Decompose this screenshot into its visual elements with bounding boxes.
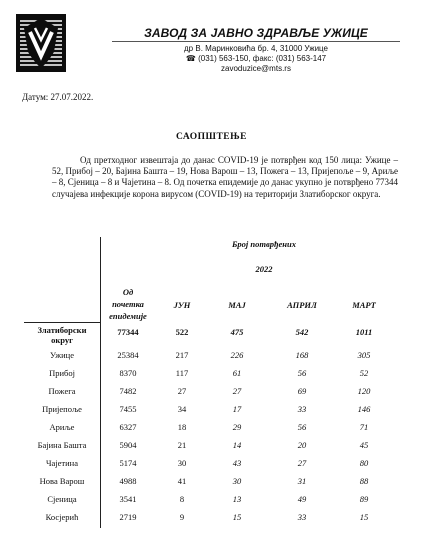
cell-march: 80 <box>359 458 369 468</box>
cell-since-start: 5904 <box>119 440 137 450</box>
cell-jun: 30 <box>177 458 187 468</box>
cell-may: 29 <box>232 422 242 432</box>
org-email: zavoduzice@mts.rs <box>221 64 291 73</box>
cell-march: 89 <box>359 494 369 504</box>
cell-may: 15 <box>232 512 242 522</box>
table-row <box>24 400 400 418</box>
body-paragraph: Од претходног извештаја до данас COVID-19 је потврђен код 150 лица: Ужице – 52, Прибој – 20, Бајина Башта – 19, Нова Варош – 13, Пожега – 13, Пријепоље – 9, Ариље – 8, Сјеница – 8 и Чајетина – 8. Од почетка епидемије до данас укупно је потврђено 77344 случајева инфекције корона вирусом (COVID-19) на територији Златиборског округа. <box>52 155 398 199</box>
cell-april: 56 <box>297 422 307 432</box>
cell-march: 120 <box>357 386 371 396</box>
date-line: Датум: 27.07.2022. <box>22 92 94 102</box>
cell-march: 15 <box>359 512 369 522</box>
row-name: Сјеница <box>47 494 77 504</box>
row-name: Ужице <box>49 350 74 360</box>
cell-march: 52 <box>359 368 369 378</box>
table-row <box>24 508 400 526</box>
cell-jun: 9 <box>179 512 185 522</box>
cell-march: 45 <box>359 440 369 450</box>
cell-jun: 27 <box>177 386 187 396</box>
table-row <box>24 490 400 508</box>
cell-since-start: 8370 <box>119 368 137 378</box>
cell-jun: 41 <box>177 476 187 486</box>
table-year: 2022 <box>255 264 273 274</box>
row-name: Пожега <box>48 386 76 396</box>
table-horizontal-rule <box>24 322 100 323</box>
letterhead-rule <box>112 41 400 42</box>
cell-march: 1011 <box>355 327 373 337</box>
cell-may: 27 <box>232 386 242 396</box>
cell-april: 56 <box>297 368 307 378</box>
document-title: САОПШТЕЊЕ <box>175 132 247 142</box>
row-name: Ариље <box>49 422 75 432</box>
cell-jun: 18 <box>177 422 187 432</box>
table-row <box>24 364 400 382</box>
table-row <box>24 418 400 436</box>
cell-april: 69 <box>297 386 307 396</box>
cell-may: 14 <box>232 440 242 450</box>
cell-may: 43 <box>232 458 242 468</box>
cell-jun: 34 <box>177 404 187 414</box>
cell-may: 13 <box>232 494 242 504</box>
header-month-march: МАРТ <box>352 300 376 310</box>
cell-april: 27 <box>297 458 307 468</box>
cell-may: 30 <box>232 476 242 486</box>
header-month-may: МАЈ <box>228 300 246 310</box>
cases-table <box>24 237 400 528</box>
cell-march: 146 <box>357 404 371 414</box>
cell-march: 88 <box>359 476 369 486</box>
header-month-jun: ЈУН <box>173 300 191 310</box>
cell-march: 305 <box>357 350 371 360</box>
table-row-total <box>24 325 400 347</box>
cell-since-start: 25384 <box>117 350 139 360</box>
cell-since-start: 2719 <box>119 512 137 522</box>
cell-jun: 21 <box>177 440 187 450</box>
table-row <box>24 382 400 400</box>
table-row <box>24 346 400 364</box>
row-name: Пријепоље <box>42 404 82 414</box>
cell-since-start: 77344 <box>117 327 139 337</box>
cell-april: 33 <box>297 404 307 414</box>
cell-april: 49 <box>297 494 307 504</box>
cell-march: 71 <box>359 422 369 432</box>
row-name: Нова Варош <box>39 476 85 486</box>
cell-jun: 117 <box>175 368 189 378</box>
table-row <box>24 436 400 454</box>
row-name: Бајина Башта <box>37 440 87 450</box>
header-since-start: Од почетка епидемије <box>109 287 147 321</box>
cell-april: 20 <box>297 440 307 450</box>
row-name: Прибој <box>49 368 75 378</box>
cell-may: 61 <box>232 368 242 378</box>
cell-may: 226 <box>230 350 244 360</box>
table-caption: Број потврђених <box>232 239 296 249</box>
letterhead <box>106 26 406 74</box>
org-phone: ☎ (031) 563-150, факс: (031) 563-147 <box>185 54 327 63</box>
cell-jun: 217 <box>175 350 189 360</box>
cell-may: 17 <box>232 404 242 414</box>
cell-since-start: 5174 <box>119 458 137 468</box>
row-name: Косјерић <box>45 512 79 522</box>
institute-logo <box>16 14 66 72</box>
cell-jun: 522 <box>175 327 189 337</box>
row-name: Чајетина <box>45 458 79 468</box>
cell-april: 168 <box>295 350 309 360</box>
cell-since-start: 4988 <box>119 476 137 486</box>
table-row <box>24 454 400 472</box>
org-address: др В. Маринковића бр. 4, 31000 Ужице <box>184 44 328 53</box>
row-name: Златиборски округ <box>37 325 87 345</box>
cell-may: 475 <box>230 327 244 337</box>
cell-since-start: 3541 <box>119 494 137 504</box>
cell-april: 542 <box>295 327 309 337</box>
table-row <box>24 472 400 490</box>
cell-since-start: 7482 <box>119 386 137 396</box>
cell-april: 31 <box>297 476 307 486</box>
cell-april: 33 <box>297 512 307 522</box>
header-month-april: АПРИЛ <box>287 300 317 310</box>
cell-jun: 8 <box>179 494 185 504</box>
cell-since-start: 7455 <box>119 404 137 414</box>
cell-since-start: 6327 <box>119 422 137 432</box>
org-name: ЗАВОД ЗА ЈАВНО ЗДРАВЉЕ УЖИЦЕ <box>144 26 368 40</box>
